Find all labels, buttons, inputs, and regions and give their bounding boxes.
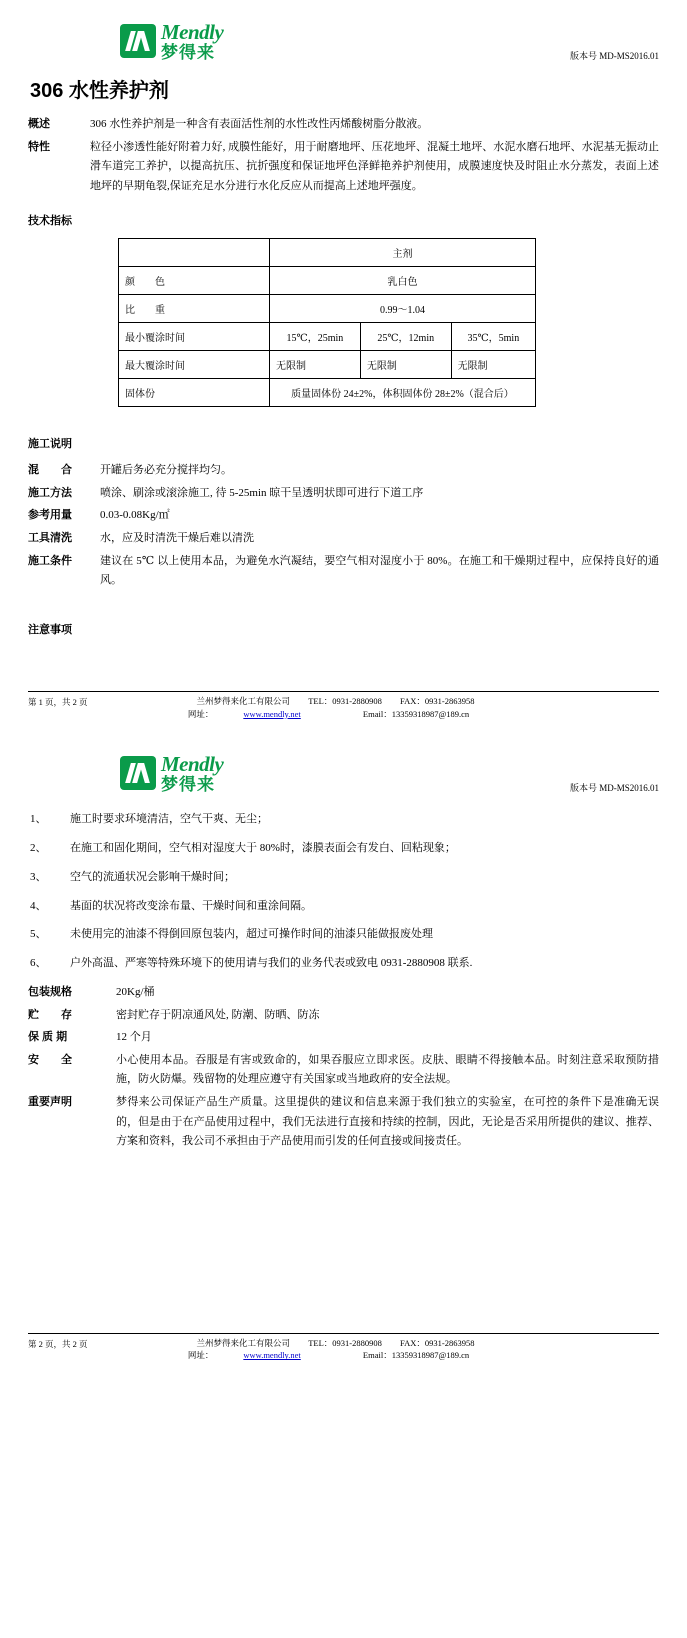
page-bottom-spacer bbox=[28, 1155, 659, 1315]
row-label-max-recoat: 最大覆涂时间 bbox=[119, 351, 270, 379]
row-label-color: 颜 色 bbox=[119, 267, 270, 295]
logo-chinese-name: 梦得来 bbox=[161, 774, 215, 794]
footer-company: 兰州梦得来化工有限公司 bbox=[196, 1337, 291, 1348]
page-footer-2 bbox=[28, 1333, 659, 1363]
table-header-row bbox=[119, 239, 536, 267]
page-header bbox=[28, 18, 659, 64]
footer-tel: TEL：0931-2880908 bbox=[308, 1337, 382, 1348]
overview-row bbox=[28, 115, 659, 135]
list-item-text: 在施工和固化期间，空气相对湿度大于 80%时，漆膜表面会有发白、回粘现象； bbox=[70, 842, 456, 855]
row-value-min-recoat-2: 25℃，12min bbox=[360, 323, 451, 351]
list-item-text: 未使用完的油漆不得倒回原包装内，超过可操作时间的油漆只能做报废处理 bbox=[70, 928, 433, 941]
construction-label-cleaning: 工具清洗 bbox=[28, 532, 72, 545]
construction-text-conditions: 建议在 5℃ 以上使用本品，为避免水汽凝结，要空气相对湿度小于 80%。在施工和干燥期过程中，应保持良好的通风。 bbox=[100, 554, 659, 587]
page-footer-1 bbox=[28, 691, 659, 721]
features-label: 特性 bbox=[28, 140, 50, 153]
footer-company: 兰州梦得来化工有限公司 bbox=[196, 695, 291, 706]
spec-text-statement: 梦得来公司保证产品生产质量。这里提供的建议和信息来源于我们独立的实验室，在可控的条件下是准确无误的，但是由于在产品使用过程中，我们无法进行直接和持续的控制，因此，无论是否采用所提供的建议、推荐、方案和资料，我公司不承担由于产品使用而引发的任何直接或间接责任。 bbox=[116, 1095, 659, 1148]
construction-label-method: 施工方法 bbox=[28, 486, 72, 499]
spec-table bbox=[118, 238, 536, 407]
row-value-max-recoat-2: 无限制 bbox=[360, 351, 451, 379]
tech-section-title: 技术指标 bbox=[28, 215, 72, 228]
logo-text bbox=[161, 19, 224, 62]
construction-text-mixing: 开罐后务必充分搅拌均匀。 bbox=[100, 464, 232, 477]
footer-fax: FAX：0931-2863958 bbox=[399, 1337, 475, 1348]
footer-website-label: 网址： www.mendly.net bbox=[187, 708, 301, 719]
list-item-text: 空气的流通状况会影响干燥时间； bbox=[70, 870, 235, 883]
spec-label-shelflife: 保 质 期 bbox=[28, 1031, 68, 1044]
construction-label-usage: 参考用量 bbox=[28, 509, 72, 522]
construction-text-usage: 0.03-0.08Kg/㎡ bbox=[100, 509, 170, 522]
spec-row-shelflife bbox=[28, 1028, 659, 1048]
spec-text-packaging: 20Kg/桶 bbox=[116, 986, 155, 999]
construction-row-cleaning bbox=[28, 529, 659, 549]
spec-label-storage: 贮 存 bbox=[28, 1008, 72, 1021]
list-item-number: 3、 bbox=[30, 870, 47, 883]
overview-text: 306 水性养护剂是一种含有表面活性剂的水性改性丙烯酸树脂分散液。 bbox=[90, 118, 429, 130]
construction-label-conditions: 施工条件 bbox=[28, 554, 72, 567]
construction-text-method: 喷涂、刷涂或滚涂施工, 待 5-25min 晾干呈透明状即可进行下道工序 bbox=[100, 486, 424, 499]
mendly-logo-icon bbox=[120, 756, 156, 790]
list-item-number: 2、 bbox=[30, 842, 47, 855]
footer-tel: TEL：0931-2880908 bbox=[308, 695, 382, 706]
features-row bbox=[28, 138, 659, 197]
construction-row-method bbox=[28, 484, 659, 504]
row-label-min-recoat: 最小覆涂时间 bbox=[119, 323, 270, 351]
list-item bbox=[28, 839, 659, 859]
spec-row-safety bbox=[28, 1051, 659, 1090]
construction-section-title: 施工说明 bbox=[28, 438, 72, 451]
spec-label-packaging: 包装规格 bbox=[28, 986, 72, 999]
table-row bbox=[119, 267, 536, 295]
spec-text-shelflife: 12 个月 bbox=[116, 1031, 152, 1044]
spec-row-storage bbox=[28, 1006, 659, 1026]
row-value-max-recoat-1: 无限制 bbox=[270, 351, 361, 379]
spec-label-safety: 安 全 bbox=[28, 1053, 72, 1066]
notice-section-title: 注意事项 bbox=[28, 623, 72, 636]
company-logo bbox=[120, 19, 224, 62]
page-header-2 bbox=[28, 750, 659, 796]
company-logo-2 bbox=[120, 751, 224, 794]
version-number: 版本号 MD-MS2016.01 bbox=[569, 51, 659, 61]
spec-text-storage: 密封贮存于阴凉通风处, 防潮、防晒、防冻 bbox=[116, 1008, 320, 1021]
footer-fax: FAX：0931-2863958 bbox=[399, 695, 475, 706]
logo-english-name: Mendly bbox=[161, 751, 224, 776]
table-row bbox=[119, 295, 536, 323]
table-row bbox=[119, 323, 536, 351]
table-corner-cell bbox=[119, 239, 270, 267]
row-label-solids: 固体份 bbox=[119, 379, 270, 407]
row-value-min-recoat-3: 35℃，5min bbox=[451, 323, 535, 351]
table-row bbox=[119, 379, 536, 407]
logo-english-name: Mendly bbox=[161, 19, 224, 44]
list-item bbox=[28, 810, 659, 830]
list-item-number: 1、 bbox=[30, 813, 47, 826]
row-value-color: 乳白色 bbox=[270, 267, 536, 295]
row-value-density: 0.99～1.04 bbox=[270, 295, 536, 323]
construction-label-mixing: 混 合 bbox=[28, 464, 72, 477]
page-title: 306 水性养护剂 bbox=[30, 80, 169, 102]
document-page-2 bbox=[0, 730, 687, 1372]
row-label-density: 比 重 bbox=[119, 295, 270, 323]
construction-row-usage bbox=[28, 506, 659, 526]
features-text: 粒径小渗透性能好附着力好, 成膜性能好，用于耐磨地坪、压花地坪、混凝土地坪、水泥水磨石地坪、水泥基无振动止滑车道完工养护，以提高抗压、抗折强度和保证地坪色泽鲜艳养护剂使用，成膜速度快及时阻止水分蒸发，表面上述地坪的早期龟裂,保证充足水分进行水化反应从而提高上述地坪强度。 bbox=[90, 140, 659, 192]
footer-website-label: 网址： www.mendly.net bbox=[187, 1350, 301, 1361]
list-item bbox=[28, 868, 659, 888]
list-item-number: 5、 bbox=[30, 928, 47, 941]
construction-row-conditions bbox=[28, 552, 659, 591]
version-number-2: 版本号 MD-MS2016.01 bbox=[569, 783, 659, 794]
list-item bbox=[28, 925, 659, 945]
footer-page-number: 第 1 页，共 2 页 bbox=[28, 696, 88, 707]
list-item bbox=[28, 954, 659, 974]
row-value-solids: 质量固体份 24±2%，体积固体份 28±2%（混合后） bbox=[270, 379, 536, 407]
table-row bbox=[119, 351, 536, 379]
footer-page-number: 第 2 页，共 2 页 bbox=[28, 1338, 88, 1349]
mendly-logo-icon bbox=[120, 24, 156, 58]
logo-chinese-name: 梦得来 bbox=[161, 42, 215, 62]
list-item-text: 户外高温、严寒等特殊环境下的使用请与我们的业务代表或致电 0931-2880908 联系. bbox=[70, 957, 473, 970]
list-item-number: 4、 bbox=[30, 899, 47, 912]
table-header-main: 主剂 bbox=[270, 239, 536, 267]
row-value-min-recoat-1: 15℃，25min bbox=[270, 323, 361, 351]
list-item-text: 施工时要求环境清洁，空气干爽、无尘； bbox=[70, 813, 268, 826]
list-item-number: 6、 bbox=[30, 957, 47, 970]
list-item-text: 基面的状况将改变涂布量、干燥时间和重涂间隔。 bbox=[70, 899, 312, 912]
spec-row-statement bbox=[28, 1093, 659, 1152]
overview-label: 概述 bbox=[28, 118, 50, 130]
footer-email: Email：13359318987@189.cn bbox=[362, 708, 470, 719]
document-page-1 bbox=[0, 0, 687, 730]
spec-text-safety: 小心使用本品。吞服是有害或致命的，如果吞服应立即求医。皮肤、眼睛不得接触本品。时刻注意采取预防措施，防火防爆。残留物的处理应遵守有关国家或当地政府的安全法规。 bbox=[116, 1053, 659, 1086]
spec-row-packaging bbox=[28, 983, 659, 1003]
construction-text-cleaning: 水，应及时清洗干燥后难以清洗 bbox=[100, 532, 254, 545]
spec-label-statement: 重要声明 bbox=[28, 1095, 72, 1108]
list-item bbox=[28, 897, 659, 917]
row-value-max-recoat-3: 无限制 bbox=[451, 351, 535, 379]
footer-email: Email：13359318987@189.cn bbox=[362, 1350, 470, 1361]
construction-row-mixing bbox=[28, 461, 659, 481]
footer-website-link[interactable]: www.mendly.net bbox=[243, 708, 301, 719]
footer-website-link[interactable]: www.mendly.net bbox=[243, 1350, 301, 1361]
logo-text-2 bbox=[161, 751, 224, 794]
